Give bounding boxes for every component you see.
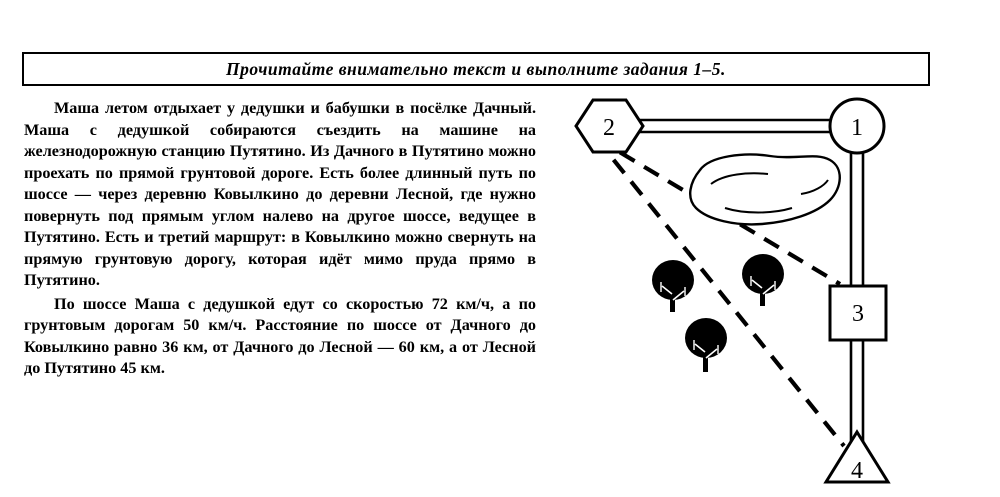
- instruction-banner: [22, 52, 930, 86]
- map-node-4: [826, 432, 888, 484]
- tree-icon: [685, 318, 727, 372]
- map-node-3: [830, 286, 886, 340]
- map-node-2-label: 2: [603, 115, 615, 141]
- map-node-4-label: 4: [851, 458, 863, 484]
- map-node-2: [576, 100, 643, 152]
- route-map-diagram: [548, 88, 978, 488]
- tree-icon: [742, 254, 784, 306]
- highway-1-2: [618, 120, 838, 132]
- pond-shape: [690, 155, 840, 225]
- map-node-1-label: 1: [851, 115, 863, 141]
- instruction-banner-text: Прочитайте внимательно текст и выполните задания 1–5.: [226, 58, 726, 79]
- passage-text-column: [24, 98, 536, 380]
- tree-icon: [652, 260, 694, 312]
- map-node-3-label: 3: [852, 301, 864, 327]
- map-node-1: [830, 99, 884, 153]
- passage-paragraph-2: По шоссе Маша с дедушкой едут со скоростью 72 км/ч, а по грунтовым дорогам 50 км/ч. Расстояние по шоссе от Дачного до Ковылкино равно 36 км, от Дачного до Лесной — 60 км, а от Лесной до Путятино 45 км.: [24, 294, 536, 377]
- highway-1-3: [851, 140, 863, 288]
- passage-paragraph-1: Маша летом отдыхает у дедушки и бабушки в посёлке Дачный. Маша с дедушкой собираются съездить на машине на железнодорожную станцию Путятино. Из Дачного в Путятино можно проехать по прямой грунтовой дороге. Есть более длинный путь по шоссе — через деревню Ковылкино до деревни Лесной, где нужно повернуть под прямым углом налево на другое шоссе, ведущее в Путятино. Есть и третий маршрут: в Ковылкино можно свернуть на прямую грунтовую дорогу, которая идёт мимо пруда прямо в Путятино.: [24, 99, 536, 289]
